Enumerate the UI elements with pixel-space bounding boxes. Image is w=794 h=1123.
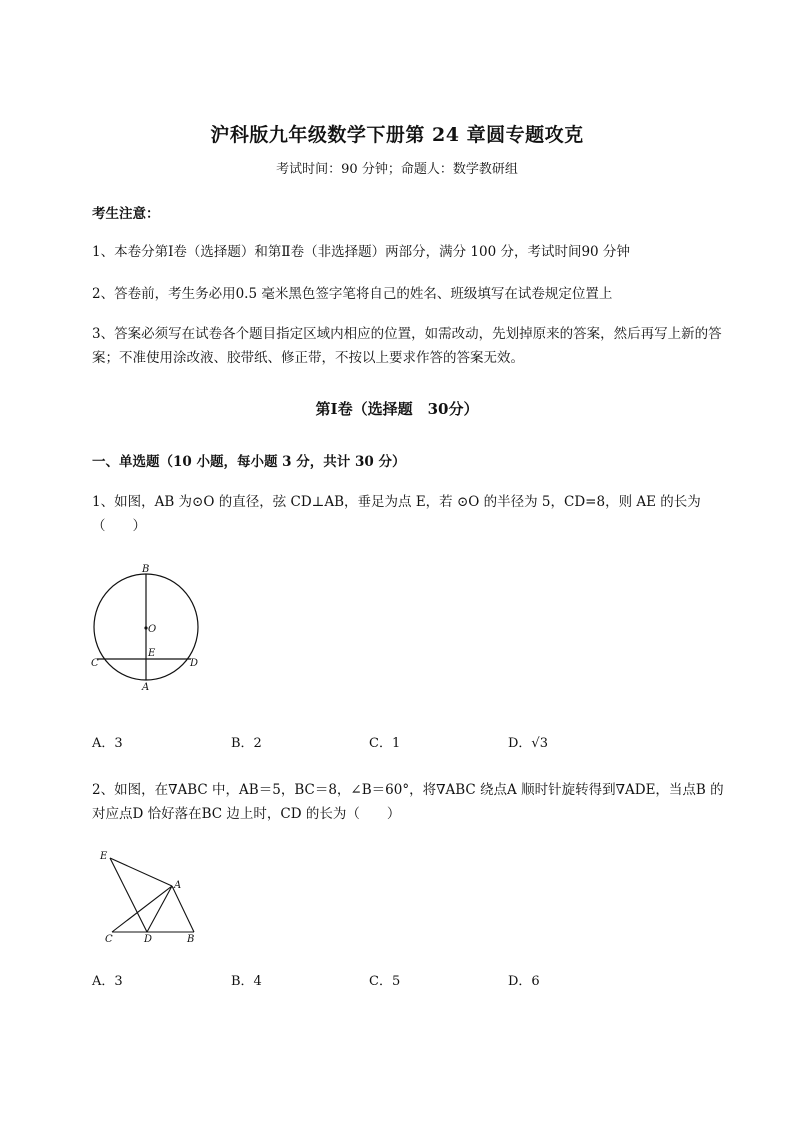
option-a: A．3 <box>92 974 123 989</box>
segment-ea <box>110 858 172 886</box>
subsection-title: 一、单选题（10 小题，每小题 3 分，共计 30 分） <box>92 454 406 470</box>
label-a: A <box>142 682 150 693</box>
label-d: D <box>190 658 199 669</box>
label-b: B <box>187 934 195 945</box>
exam-subtitle: 考试时间：90 分钟；命题人：数学教研组 <box>276 162 518 177</box>
label-e: E <box>148 648 156 659</box>
label-b: B <box>142 564 150 575</box>
notice-item-3: 3、答案必须写在试卷各个题目指定区域内相应的位置，如需改动，先划掉原来的答案，然后再写上新的答案；不准使用涂改液、胶带纸、修正带，不按以上要求作答的答案无效。 <box>92 326 722 366</box>
notice-item-1: 1、本卷分第Ⅰ卷（选择题）和第Ⅱ卷（非选择题）两部分，满分 100 分，考试时间90 分钟 <box>92 244 630 260</box>
label-d: D <box>144 934 153 945</box>
option-b: B．4 <box>231 974 262 989</box>
label-o: O <box>148 624 157 635</box>
question-2-figure <box>96 848 208 946</box>
option-c: C．5 <box>369 974 401 989</box>
question-1-text: 1、如图，AB 为⊙O 的直径，弦 CD⊥AB，垂足为点 E，若 ⊙O 的半径为 5，CD=8，则 AE 的长为（ ） <box>92 494 701 534</box>
option-d: D．√3 <box>508 736 548 751</box>
label-a: A <box>174 880 182 891</box>
segment-ad <box>147 886 172 932</box>
question-1-figure <box>88 562 208 696</box>
option-c: C．1 <box>369 736 401 751</box>
option-b: B．2 <box>231 736 262 751</box>
notice-heading: 考生注意： <box>92 206 160 222</box>
segment-ed <box>110 858 147 932</box>
exam-title: 沪科版九年级数学下册第 24 章圆专题攻克 <box>210 124 584 146</box>
option-a: A．3 <box>92 736 123 751</box>
option-d: D．6 <box>508 974 540 989</box>
section-title: 第Ⅰ卷（选择题 30分） <box>315 400 479 418</box>
notice-item-2: 2、答卷前，考生务必用0.5 毫米黑色签字笔将自己的姓名、班级填写在试卷规定位置上 <box>92 286 613 302</box>
segment-ac <box>112 886 172 932</box>
label-c: C <box>91 658 99 669</box>
label-c: C <box>105 934 113 945</box>
question-2-text: 2、如图，在∇ABC 中，AB＝5，BC＝8，∠B＝60°，将∇ABC 绕点A 顺时针旋转得到∇ADE，当点B 的对应点D 恰好落在BC 边上时，CD 的长为（ ） <box>92 782 724 822</box>
label-e: E <box>100 851 108 862</box>
segment-ab <box>172 886 194 932</box>
